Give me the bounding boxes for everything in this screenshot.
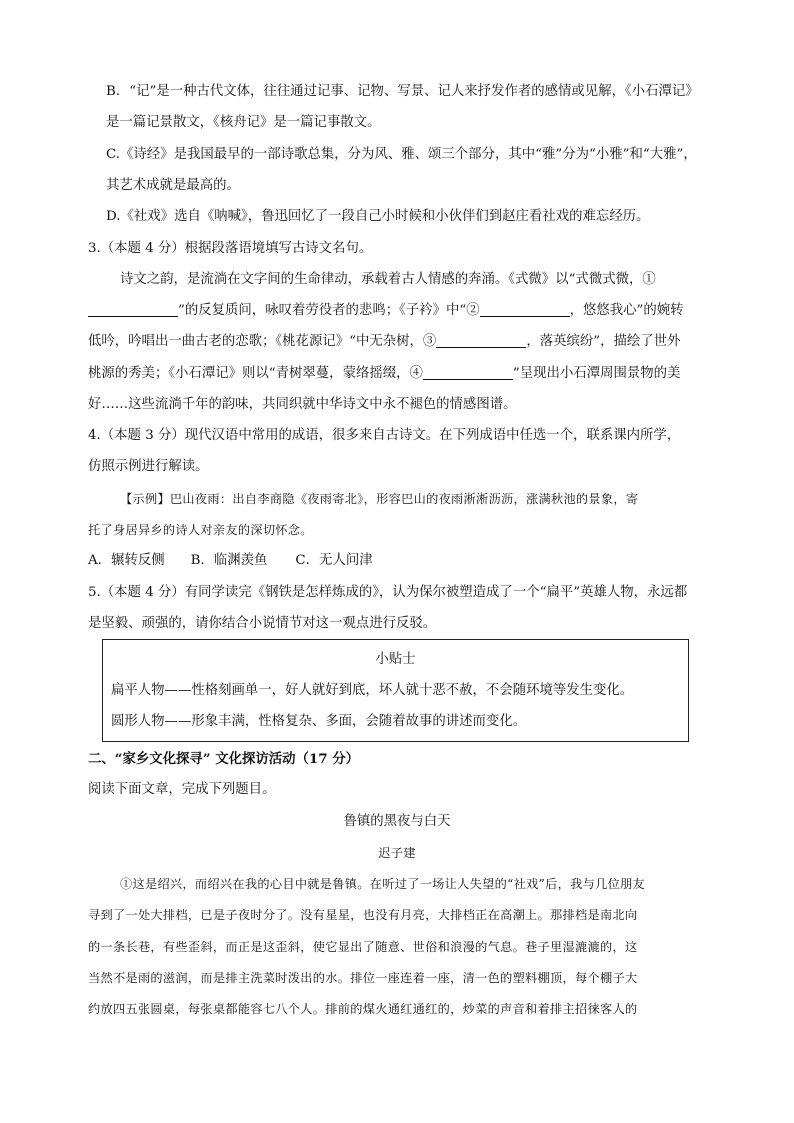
article-para1-line1: ①这是绍兴，而绍兴在我的心目中就是鲁镇。在听过了一场让人失望的“社戏”后，我与几位朋友 — [120, 877, 646, 891]
tip-flat-character: 扁平人物——性格刻画单一，好人就好到底，坏人就十恶不赦，不会随环境等发生变化。 — [111, 683, 634, 698]
q3-paragraph-line5: 好……这些流淌千年的韵味，共同织就中华诗文中永不褪色的情感图谱。 — [88, 397, 517, 412]
q3-text: 诗文之韵，是流淌在文字间的生命律动，承载着古人情感的奔涌。《式微》以“式微式微，① — [120, 272, 656, 287]
question-3-stem: 3.（本题 4 分）根据段落语境填写古诗文名句。 — [88, 241, 373, 256]
q3-paragraph-line4 — [88, 364, 680, 384]
q3-text: 低吟，吟唱出一曲古老的恋歌；《桃花源记》“中无杂树，③ — [88, 334, 437, 349]
section-2-instruction: 阅读下面文章，完成下列题目。 — [88, 782, 276, 797]
q3-paragraph-line3 — [88, 332, 680, 352]
q3-text: ”呈现出小石潭周围景物的美 — [512, 366, 681, 381]
answer-blank-3[interactable] — [436, 332, 526, 348]
q3-text: ，落英缤纷”，描绘了世外 — [526, 334, 681, 349]
q3-text: ，悠悠我心”的婉转 — [569, 303, 684, 318]
question-5-stem-line1: 5.（本题 4 分）有同学读完《钢铁是怎样炼成的》，认为保尔被塑造成了一个“扁平”英雄人物，永远都 — [88, 585, 688, 600]
tip-box — [102, 639, 689, 742]
q4-option-a[interactable]: A．辗转反侧 — [88, 553, 165, 568]
article-para1-line2: 寻到了一处大排档，已是子夜时分了。没有星星，也没有月亮，大排档正在高潮上。那排档是南北向 — [88, 908, 638, 922]
q4-example-line2: 托了身居异乡的诗人对亲友的深切怀念。 — [88, 523, 313, 537]
article-title: 鲁镇的黑夜与白天 — [343, 814, 451, 829]
question-4-stem-line1: 4.（本题 3 分）现代汉语中常用的成语，很多来自古诗文。在下列成语中任选一个，联系课内所学， — [88, 428, 681, 443]
question-4-stem-line2: 仿照示例进行解读。 — [88, 459, 209, 474]
tip-title: 小贴士 — [375, 652, 416, 667]
q3-paragraph-line2 — [88, 301, 684, 321]
q4-options — [88, 551, 373, 571]
article-para1-line4: 当然不是雨的滋润，而是排主洗菜时泼出的水。排位一座连着一座，清一色的塑料棚顶，每个棚子大 — [88, 971, 638, 985]
option-c-line1: C.《诗经》是我国最早的一部诗歌总集，分为风、雅、颂三个部分，其中“雅”分为“小雅”和“大雅”， — [106, 147, 697, 162]
answer-blank-2[interactable] — [480, 301, 570, 317]
option-b-line2: 是一篇记景散文，《核舟记》是一篇记事散文。 — [106, 115, 381, 130]
q3-paragraph-line1 — [120, 270, 656, 290]
tip-round-character: 圆形人物——形象丰满，性格复杂、多面，会随着故事的讲述而变化。 — [111, 714, 527, 729]
answer-blank-1[interactable] — [88, 301, 178, 317]
answer-blank-4[interactable] — [423, 364, 513, 380]
section-2-title: 二、“家乡文化探寻” 文化探访活动（17 分） — [88, 751, 360, 767]
article-para1-line3: 的一条长巷，有些歪斜，而正是这歪斜，使它显出了随意、世俗和浪漫的气息。巷子里湿漉漉的，这 — [88, 940, 638, 954]
q4-option-b[interactable]: B．临渊羡鱼 — [190, 553, 268, 568]
q4-option-c[interactable]: C．无人问津 — [295, 553, 373, 568]
q4-example-line1: 【示例】巴山夜雨：出自李商隐《夜雨寄北》，形容巴山的夜雨淅淅沥沥，涨满秋池的景象，寄 — [120, 492, 639, 506]
article-author: 迟子建 — [378, 846, 416, 860]
option-b-line1: B．“记”是一种古代文体，往往通过记事、记物、写景、记人来抒发作者的感情或见解，《小石潭记》 — [106, 84, 699, 99]
option-c-line2: 其艺术成就是最高的。 — [106, 178, 240, 193]
question-5-stem-line2: 是坚毅、顽强的，请你结合小说情节对这一观点进行反驳。 — [88, 616, 437, 631]
option-d-line1: D.《社戏》选自《呐喊》，鲁迅回忆了一段自己小时候和小伙伴们到赵庄看社戏的难忘经历。 — [106, 209, 650, 224]
article-para1-line5: 约放四五张圆桌，每张桌都能容七八个人。排前的煤火通红通红的，炒菜的声音和着排主招徕客人的 — [88, 1002, 638, 1016]
q3-text: 桃源的秀美；《小石潭记》则以“青树翠蔓，蒙络摇缀，④ — [88, 366, 423, 381]
q3-text: ”的反复质问，咏叹着劳役者的悲鸣；《子衿》中“② — [178, 303, 480, 318]
